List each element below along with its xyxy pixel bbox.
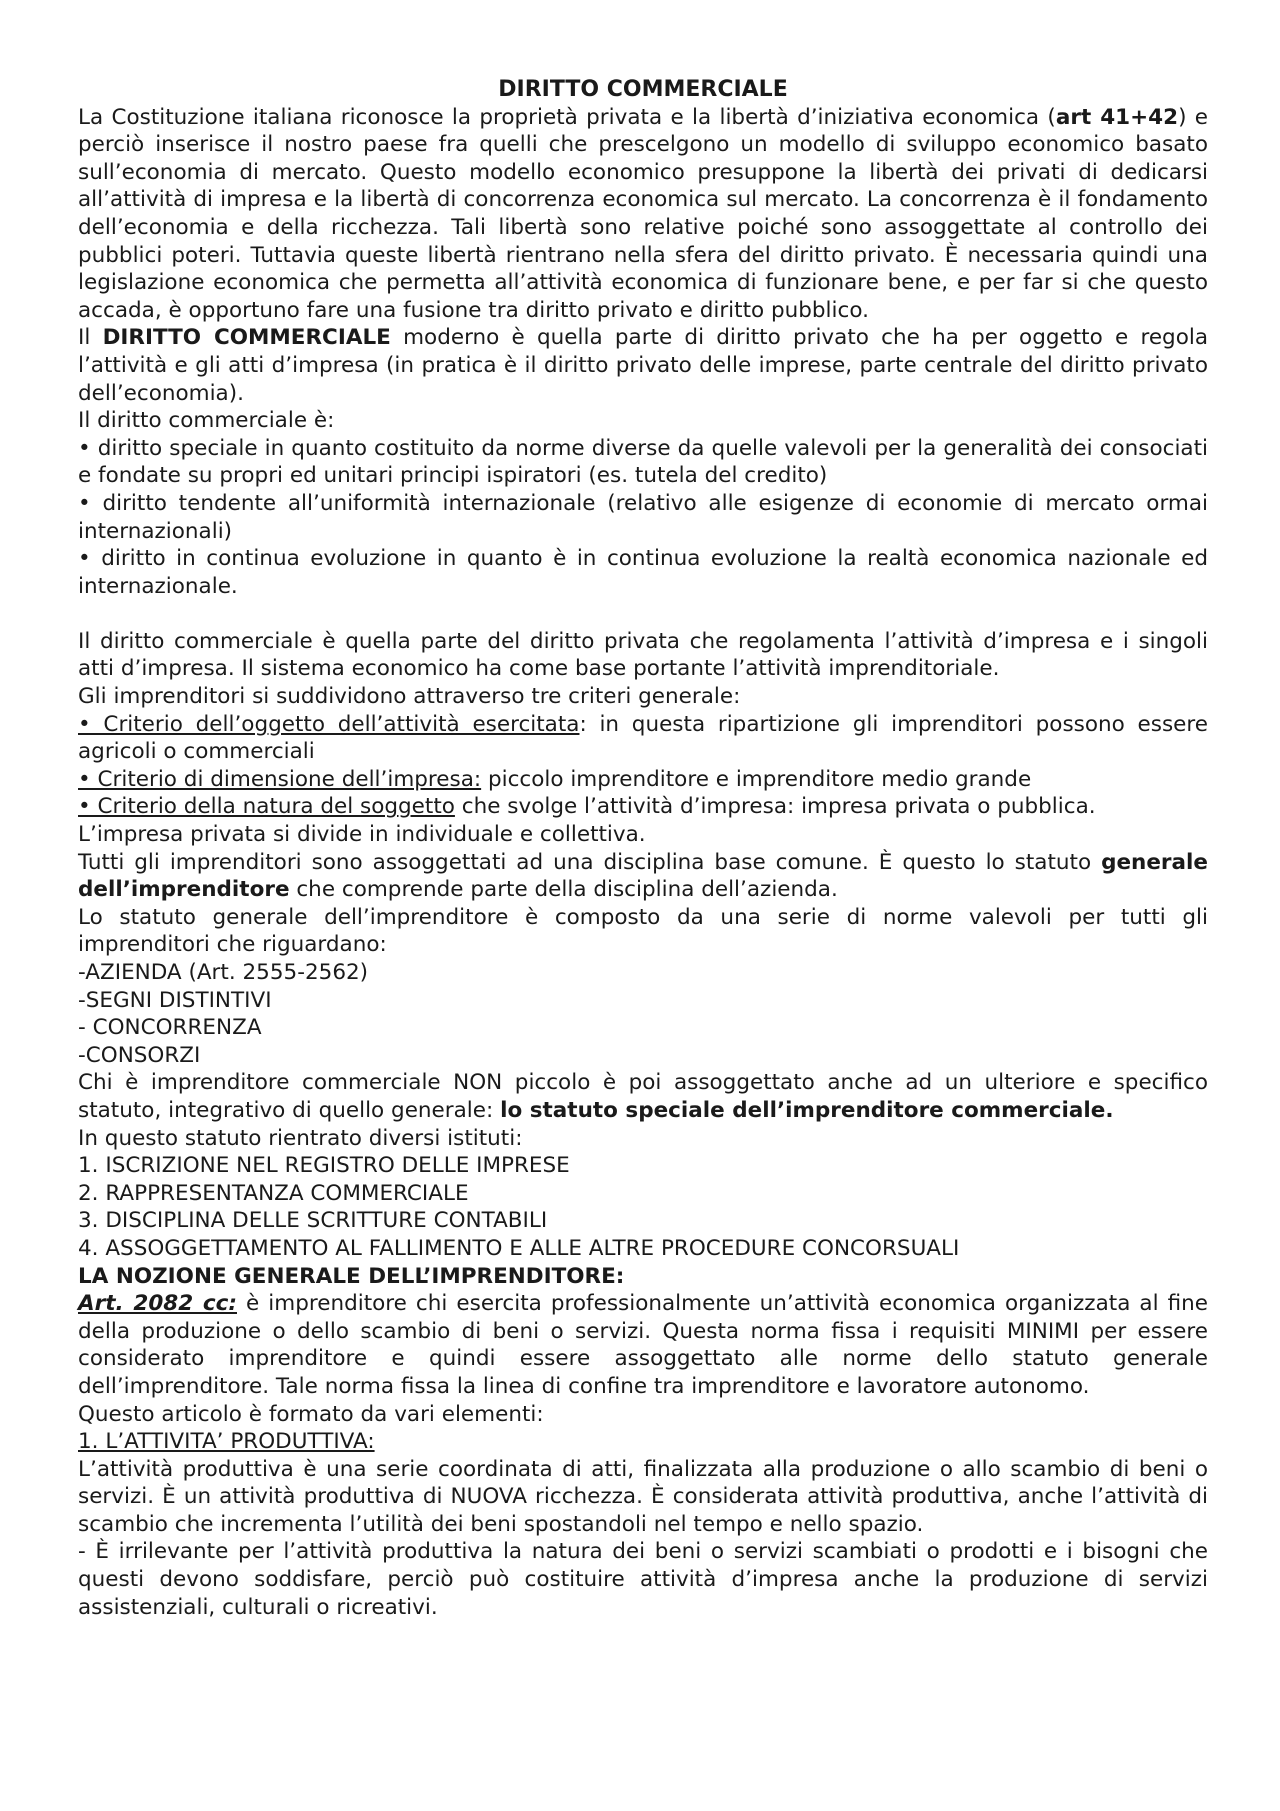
text-run: : in questa ripartizione gli imprenditori possono essere agricoli o commerciali: [78, 711, 1208, 765]
criterion-item: [78, 766, 1208, 794]
paragraph: Il diritto commerciale è quella parte del diritto privata che regolamenta l’attività d’impresa e i singoli atti d’impresa. Il sistema economico ha come base portante l’attività imprenditoriale.: [78, 628, 1208, 682]
paragraph: Questo articolo è formato da vari elementi:: [78, 1401, 544, 1427]
blank-line: [78, 600, 1208, 628]
paragraph: Lo statuto generale dell’imprenditore è composto da una serie di norme valevoli per tutti gli imprenditori che riguardano:: [78, 904, 1208, 958]
criterion-item: [78, 711, 1208, 766]
text-run: che comprende parte della disciplina dell’azienda.: [289, 877, 838, 903]
text-run: Il: [78, 325, 103, 351]
list-item: -CONSORZI: [78, 1042, 201, 1068]
document-title: DIRITTO COMMERCIALE: [498, 77, 788, 102]
list-item: 4. ASSOGGETTAMENTO AL FALLIMENTO E ALLE ALTRE PROCEDURE CONCORSUALI: [78, 1235, 960, 1261]
bullet-item: • diritto speciale in quanto costituito da norme diverse da quelle valevoli per la generalità dei consociati e fondate su propri ed unitari principi ispiratori (es. tutela del credito): [78, 435, 1208, 489]
article-reference: art 41+42: [1055, 104, 1179, 130]
text-run: Tutti gli imprenditori sono assoggettati ad una disciplina base comune. È questo lo statuto: [78, 849, 1102, 875]
bold-term: DIRITTO COMMERCIALE: [102, 325, 391, 351]
subsection-heading: 1. L’ATTIVITA’ PRODUTTIVA:: [78, 1429, 375, 1455]
criterion-item: [78, 793, 1208, 821]
criterion-label: • Criterio dell’oggetto dell’attività esercitata: [78, 711, 580, 737]
paragraph: [78, 1069, 1208, 1124]
criterion-label: • Criterio di dimensione dell’impresa:: [78, 766, 482, 792]
paragraph: - È irrilevante per l’attività produttiva la natura dei beni o servizi scambiati o prodotti e i bisogni che questi devono soddisfare, perciò può costituire attività d’impresa anche la produzione di servizi assistenziali, culturali o ricreativi.: [78, 1539, 1208, 1620]
list-item: -SEGNI DISTINTIVI: [78, 987, 272, 1013]
paragraph: L’attività produttiva è una serie coordinata di atti, finalizzata alla produzione o allo scambio di beni o servizi. È un attività produttiva di NUOVA ricchezza. È considerata attività produttiva, anche l’attività di scambio che incrementa l’utilità dei beni spostandoli nel tempo e nello spazio.: [78, 1456, 1208, 1537]
paragraph: In questo statuto rientrato diversi istituti:: [78, 1125, 523, 1151]
text-run: è imprenditore chi esercita professionalmente un’attività economica organizzata al fine della produzione o dello scambio di beni o servizi. Questa norma fissa i requisiti MINIMI per essere considerato imprenditore e quindi essere assoggettato alle norme dello statuto generale dell’imprenditore. Tale norma fissa la linea di confine tra imprenditore e lavoratore autonomo.: [78, 1291, 1208, 1399]
list-item: - CONCORRENZA: [78, 1015, 262, 1041]
intro-paragraph: [78, 104, 1208, 325]
criterion-label: • Criterio della natura del soggetto: [78, 794, 455, 820]
text-run: moderno è quella parte di diritto privato che ha per oggetto e regola l’attività e gli atti d’impresa (in pratica è il diritto privato delle imprese, parte centrale del diritto privato dell’economia).: [78, 325, 1208, 406]
list-item: 2. RAPPRESENTANZA COMMERCIALE: [78, 1180, 469, 1206]
document-page: [78, 76, 1208, 1621]
paragraph: L’impresa privata si divide in individuale e collettiva.: [78, 822, 646, 848]
article-label: Art. 2082 cc:: [78, 1291, 237, 1317]
paragraph: [78, 849, 1208, 904]
section-heading: LA NOZIONE GENERALE DELL’IMPRENDITORE:: [78, 1263, 625, 1289]
bullet-item: • diritto in continua evoluzione in quanto è in continua evoluzione la realtà economica nazionale ed internazionale.: [78, 546, 1208, 599]
list-item: 3. DISCIPLINA DELLE SCRITTURE CONTABILI: [78, 1208, 548, 1234]
bold-term: generale dell’imprenditore: [78, 849, 1208, 903]
text-run: La Costituzione italiana riconosce la proprietà privata e la libertà d’iniziativa economica (: [78, 104, 1056, 130]
definition-paragraph: [78, 324, 1208, 407]
text-run: Chi è imprenditore commerciale NON piccolo è poi assoggettato anche ad un ulteriore e specifico statuto, integrativo di quello generale:: [78, 1070, 1208, 1123]
paragraph: Il diritto commerciale è:: [78, 408, 335, 434]
list-item: 1. ISCRIZIONE NEL REGISTRO DELLE IMPRESE: [78, 1153, 570, 1179]
list-item: -AZIENDA (Art. 2555-2562): [78, 960, 369, 985]
article-paragraph: [78, 1290, 1208, 1400]
text-run: piccolo imprenditore e imprenditore medio grande: [481, 766, 1032, 792]
text-run: ) e perciò inserisce il nostro paese fra quelli che prescelgono un modello di sviluppo economico basato sull’economia di mercato. Questo modello economico presuppone la libertà dei privati di dedicarsi all’attività di impresa e la libertà di concorrenza economica sul mercato. La concorrenza è il fondamento dell’economia e della ricchezza. Tali libertà sono relative poiché sono assoggettate al controllo dei pubblici poteri. Tuttavia queste libertà rientrano nella sfera del diritto privato. È necessaria quindi una legislazione economica che permetta all’attività economica di funzionare bene, e per far si che questo accada, è opportuno fare una fusione tra diritto privato e diritto pubblico.: [78, 104, 1209, 323]
bold-term: lo statuto speciale dell’imprenditore commerciale.: [500, 1097, 1114, 1123]
paragraph: Gli imprenditori si suddividono attraverso tre criteri generale:: [78, 684, 741, 710]
text-run: che svolge l’attività d’impresa: impresa privata o pubblica.: [454, 794, 1096, 820]
bullet-item: • diritto tendente all’uniformità internazionale (relativo alle esigenze di economie di mercato ormai internazionali): [78, 490, 1208, 544]
